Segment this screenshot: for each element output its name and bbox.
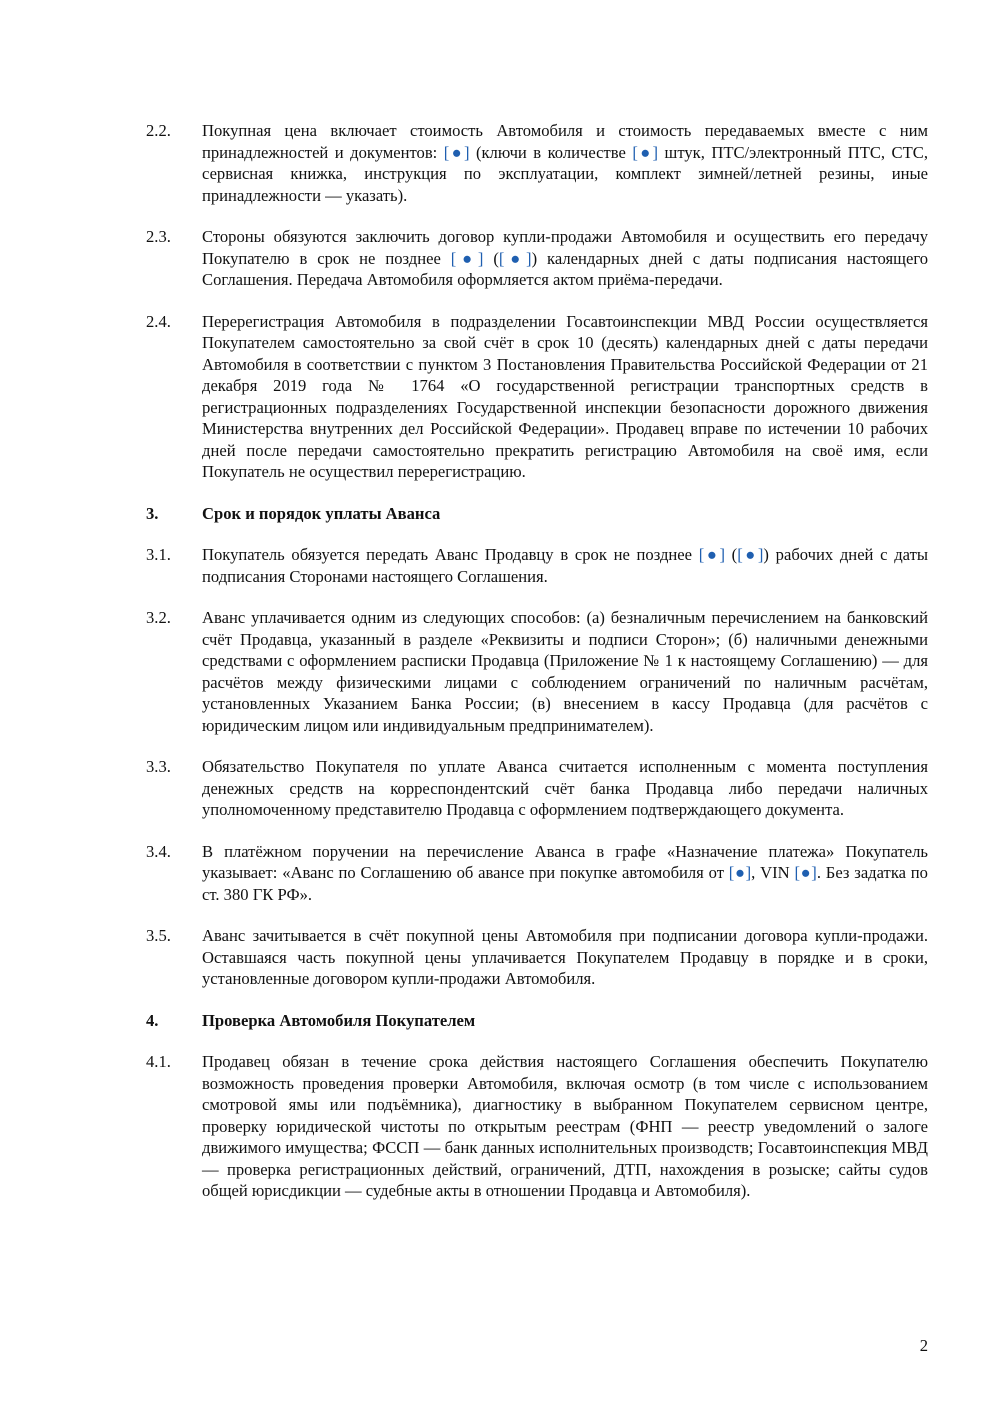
clause xyxy=(146,841,928,906)
clause xyxy=(146,311,928,483)
clause-text xyxy=(202,756,928,821)
text-run: Обязательство Покупателя по уплате Аванса считается исполненным с момента поступления денежных средств на корреспондентский счёт банка Продавца либо передачи наличных уполномоченному представителю Продавца с оформлением подтверждающего документа. xyxy=(202,757,928,819)
clause-number: 3.1. xyxy=(146,545,171,564)
text-run: (ключи в количестве xyxy=(469,142,633,162)
text-run: . Без задатка по ст. 380 ГК РФ». xyxy=(202,863,928,904)
clause-number: 2.3. xyxy=(146,227,171,246)
clause xyxy=(146,544,928,587)
clause-number: 3.5. xyxy=(146,926,171,945)
text-run: Срок и порядок уплаты Аванса xyxy=(202,503,441,523)
text-run: ) календарных дней с даты подписания настоящего Соглашения. Передача Автомобиля оформляется актом приёма-передачи. xyxy=(202,248,929,289)
clause xyxy=(146,756,928,821)
clause-number: 3.3. xyxy=(146,757,171,776)
placeholder-marker: [●] xyxy=(632,142,659,162)
clause-text xyxy=(202,544,928,587)
clause-text xyxy=(202,226,928,291)
section-heading xyxy=(146,503,928,525)
clause xyxy=(146,607,928,736)
text-run: Продавец обязан в течение срока действия настоящего Соглашения обеспечить Покупателю возможность проведения проверки Автомобиля, включая осмотр (в том числе с использованием смотровой ямы или подъёмника), диагностику в выбранном Покупателем сервисном центре, проверку юридической чистоты по открытым реестрам (ФНП — реестр уведомлений о залоге движимого имущества; ФССП — банк данных исполнительных производств; Госавтоинспекция МВД — проверка регистрационных действий, ограничений, ДТП, нахождения в розыске; сайты судов общей юрисдикции — судебные акты в отношении Продавца и Автомобиля). xyxy=(202,1052,928,1200)
placeholder-marker: [●] xyxy=(450,248,484,268)
clause-number: 4.1. xyxy=(146,1052,171,1071)
clause-number: 2.2. xyxy=(146,121,171,140)
clause xyxy=(146,925,928,990)
text-run: Аванс зачитывается в счёт покупной цены Автомобиля при подписании договора купли-продажи. Оставшаяся часть покупной цены уплачивается Покупателем Продавцу в порядке и в сроки, установленные договором купли-продажи Автомобиля. xyxy=(202,926,928,988)
text-run: , VIN xyxy=(751,863,795,882)
clause xyxy=(146,226,928,291)
clause xyxy=(146,1051,928,1202)
section-title xyxy=(202,503,928,525)
clause xyxy=(146,120,928,206)
text-run: ( xyxy=(724,545,738,564)
text-run: В платёжном поручении на перечисление Аванса в графе «Назначение платежа» Покупатель указывает: «Аванс по Соглашению об авансе при покупке автомобиля от xyxy=(202,841,928,882)
clause-text xyxy=(202,120,928,206)
section-heading xyxy=(146,1010,928,1032)
clause-text xyxy=(202,1051,928,1202)
text-run: штук, ПТС/электронный ПТС, СТС, сервисная книжка, инструкция по эксплуатации, комплект зимней/летней резины, иные принадлежности — указать). xyxy=(202,142,928,205)
placeholder-marker: [●] xyxy=(728,863,752,882)
clause-text xyxy=(202,841,928,906)
placeholder-marker: [●] xyxy=(443,142,470,162)
text-run: Перерегистрация Автомобиля в подразделении Госавтоинспекции МВД России осуществляется Покупателем самостоятельно за свой счёт в срок 10 (десять) календарных дней с даты передачи Автомобиля в соответствии с пунктом 3 Постановления Правительства Российской Федерации от 21 декабря 2019 года № 1764 «О государственной регистрации транспортных средств в регистрационных подразделениях Государственной инспекции безопасности дорожного движения Министерства внутренних дел Российской Федерации». Продавец вправе по истечении 10 рабочих дней после передачи самостоятельно прекратить регистрацию Автомобиля на своё имя, если Покупатель не осуществил перерегистрацию. xyxy=(202,311,928,481)
text-run: Покупная цена включает стоимость Автомобиля и стоимость передаваемых вместе с ним принадлежностей и документов: xyxy=(202,121,928,162)
placeholder-marker: [●] xyxy=(794,863,817,882)
clause-number: 3.4. xyxy=(146,841,171,861)
section-number: 4. xyxy=(146,1010,159,1030)
clause-text xyxy=(202,607,928,736)
section-title xyxy=(202,1010,928,1032)
document-body xyxy=(146,120,928,1222)
text-run: ( xyxy=(483,248,499,268)
text-run: Проверка Автомобиля Покупателем xyxy=(202,1010,476,1030)
text-run: Аванс уплачивается одним из следующих способов: (а) безналичным перечислением на банковский счёт Продавца, указанный в разделе «Реквизиты и подписи Сторон»; (б) наличными денежными средствами с оформлением расписки Продавца (Приложение № 1 к настоящему Соглашению) — для расчётов между физическими лицами с соблюдением ограничений по наличным расчётам, установленных Указанием Банка России; (в) внесением в кассу Продавца (для расчётов с юридическим лицом или индивидуальным предпринимателем). xyxy=(202,608,928,735)
text-run: Стороны обязуются заключить договор купли-продажи Автомобиля и осуществить его передачу Покупателю в срок не позднее xyxy=(202,227,928,268)
clause-number: 3.2. xyxy=(146,608,171,627)
text-run: ) рабочих дней с даты подписания Сторонами настоящего Соглашения. xyxy=(202,545,929,586)
placeholder-marker: [●] xyxy=(698,545,725,564)
text-run: Покупатель обязуется передать Аванс Продавцу в срок не позднее xyxy=(202,545,699,564)
clause-text xyxy=(202,925,928,990)
clause-text xyxy=(202,311,928,483)
page-number: 2 xyxy=(919,1336,928,1355)
placeholder-marker: [●] xyxy=(498,248,532,268)
section-number: 3. xyxy=(146,503,159,523)
placeholder-marker: [●] xyxy=(737,545,764,564)
clause-number: 2.4. xyxy=(146,311,171,331)
